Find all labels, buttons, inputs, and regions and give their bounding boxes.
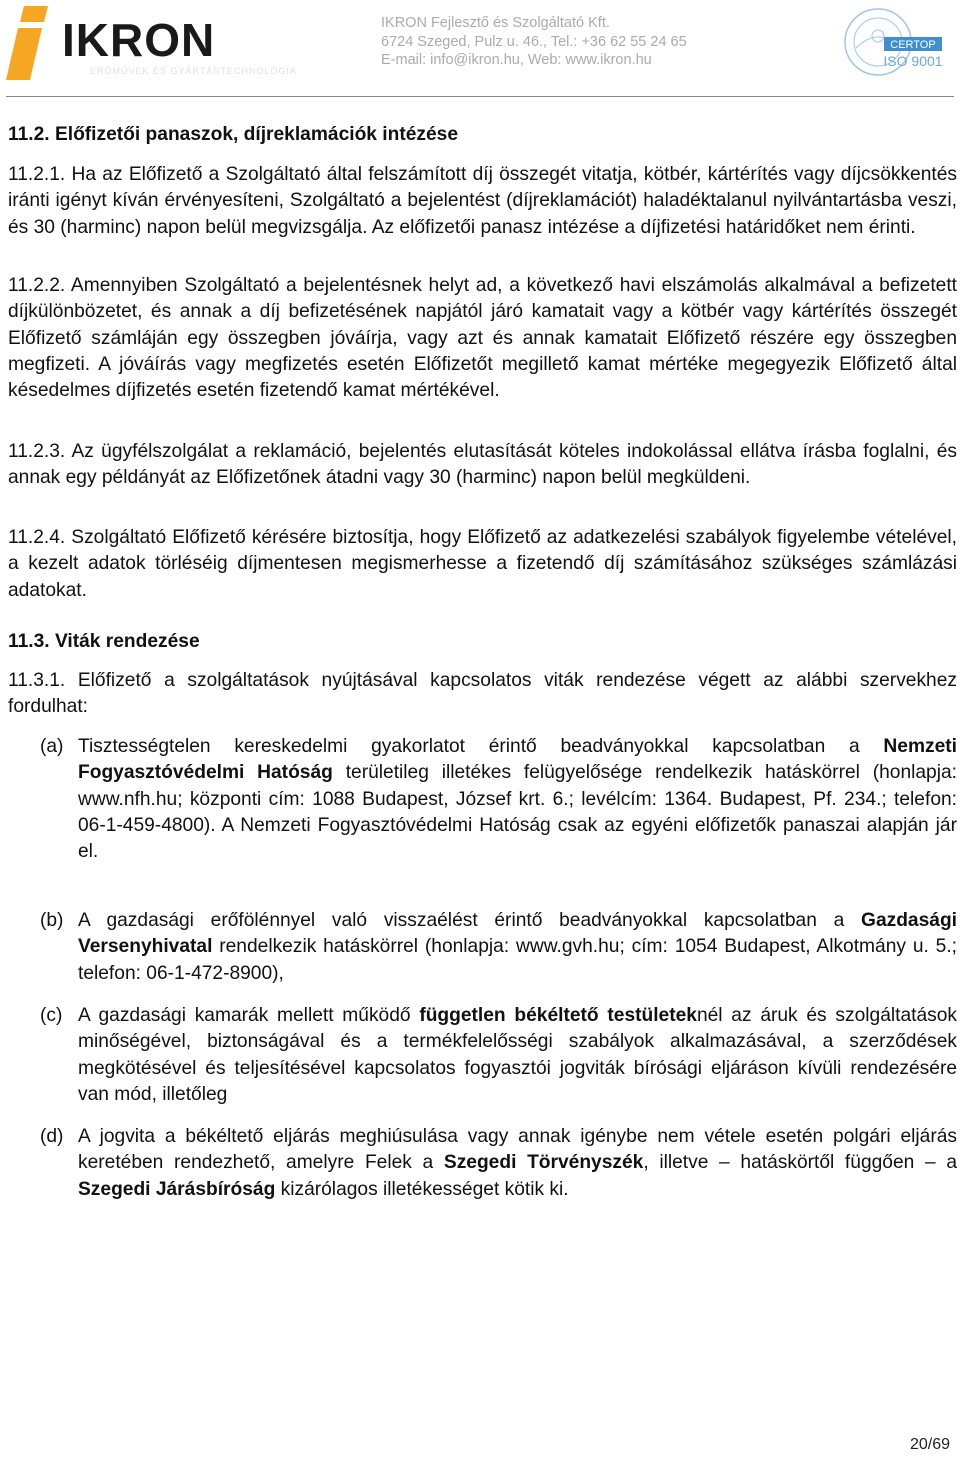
cert-standard: ISO 9001 [883, 53, 943, 69]
section-title-11-3: 11.3. Viták rendezése [8, 631, 200, 652]
paragraph-11-2-1: 11.2.1. Ha az Előfizető a Szolgáltató által felszámított díj összegét vitatja, kötbér, kártérítés vagy díjcsökkentés iránti igényt kíván érvényesíteni, Szolgáltató a bejelentést (díjreklamációt) haladéktalanul nyilvántartásba veszi, és 30 (harminc) napon belül megvizsgálja. Az előfizetői panasz intézése a díjfizetési határidőket nem érinti. [8, 164, 957, 238]
court-name: Szegedi Járásbíróság [78, 1178, 276, 1200]
authority-list-b [8, 908, 957, 987]
page-header [0, 0, 960, 96]
paragraph-11-2-3: 11.2.3. Az ügyfélszolgálat a reklamáció, bejelentés elutasítását köteles indokolással ellátva írásba foglalni, és annak egy példányát az Előfizetőnek átadni vagy 30 (harminc) napon belül megküldeni. [8, 441, 957, 489]
authority-name: Gazdasági Versenyhivatal [78, 910, 957, 958]
list-label: (d) [40, 1126, 64, 1147]
logo-wordmark: IKRON [62, 14, 216, 66]
authority-list-c [8, 1003, 957, 1108]
list-label: (a) [40, 736, 64, 757]
list-label: (b) [40, 910, 64, 931]
court-name: Szegedi Törvényszék [443, 1152, 644, 1174]
paragraph-11-3-1: 11.3.1. Előfizető a szolgáltatások nyújtásával kapcsolatos viták rendezése végett az alábbi szervekhez fordulhat: [8, 670, 957, 718]
logo-subtitle: ERŐMŰVEK ÉS GYÁRTÁSTECHNOLÓGIA [90, 66, 297, 76]
company-address: 6724 Szeged, Pulz u. 46., Tel.: +36 62 55 24 65 [381, 33, 687, 50]
ikron-logo-icon [6, 4, 62, 82]
list-item-d: (d) A jogvita a békéltető eljárás meghiúsulása vagy annak igénybe nem vétele esetén polgári eljárás keretében rendezhető, amelyre Felek a Szegedi Törvényszék, illetve – hatáskörtől függően – a Szegedi Járásbíróság kizárólagos illetékességet kötik ki. [40, 1126, 957, 1200]
list-item-c: (c) A gazdasági kamarák mellett működő független békéltető testületeknél az áruk és szolgáltatások minőségével, biztonságával és a termékfelelősségi szabályok alkalmazásával, a szerződések megkötésével és teljesítésével kapcsolatos fogyasztói jogviták bírósági eljáráson kívüli rendezésére van mód, illetőleg [40, 1005, 957, 1105]
list-item-b: (b) A gazdasági erőfölénnyel való visszaélést érintő beadványokkal kapcsolatban a Gazdasági Versenyhivatal rendelkezik hatáskörrel (honlapja: www.gvh.hu; cím: 1054 Budapest, Alkotmány u. 5.; telefon: 06-1-472-8900), [40, 910, 957, 984]
list-item-a: (a) Tisztességtelen kereskedelmi gyakorlatot érintő beadványokkal kapcsolatban a Nemzeti Fogyasztóvédelmi Hatóság területileg illetékes felügyelősége rendelkezik hatáskörrel (honlapja: www.nfh.hu; központi cím: 1088 Budapest, József krt. 6.; levélcím: 1364. Budapest, Pf. 234.; telefon: 06-1-459-4800). A Nemzeti Fogyasztóvédelmi Hatóság csak az egyéni előfizetők panaszai alapján jár el. [40, 736, 957, 863]
authority-list [8, 734, 957, 865]
list-label: (c) [40, 1005, 63, 1026]
page-number: 20/69 [909, 1436, 950, 1453]
iso-certificate-seal-icon [842, 4, 946, 80]
section-title-11-2: 11.2. Előfizetői panaszok, díjreklamációk intézése [8, 124, 459, 145]
company-name: IKRON Fejlesztő és Szolgáltató Kft. [381, 15, 610, 31]
paragraph-11-2-4: 11.2.4. Szolgáltató Előfizető kérésére biztosítja, hogy Előfizető az adatkezelési szabályok figyelembe vételével, a kezelt adatok törléséig díjmentesen megismerhesse a fizetendő díj számításához szükséges számlázási adatokat. [8, 527, 957, 601]
authority-list-d [8, 1124, 957, 1203]
authority-name: független békéltető testületek [419, 1005, 697, 1026]
authority-name: Nemzeti Fogyasztóvédelmi Hatóság [78, 736, 957, 784]
company-contact: E-mail: info@ikron.hu, Web: www.ikron.hu [381, 52, 652, 68]
cert-label: CERTOP [890, 39, 936, 51]
header-divider [6, 96, 954, 97]
company-info [381, 14, 687, 70]
paragraph-11-2-2: 11.2.2. Amennyiben Szolgáltató a bejelentésnek helyt ad, a következő havi elszámolás alkalmával a befizetett díjkülönbözetet, és annak a díj befizetésének napjától járó kamatait vagy a kötbér vagy kártérítés összegét Előfizető számláján egy összegben jóváírja, vagy azt és annak kamatait Előfizető részére egy összegben megfizeti. A jóváírás vagy megfizetés esetén Előfizetőt megillető kamat mértéke megegyezik Előfizető által késedelmes díjfizetés esetén fizetendő kamat mértékével. [8, 275, 957, 402]
